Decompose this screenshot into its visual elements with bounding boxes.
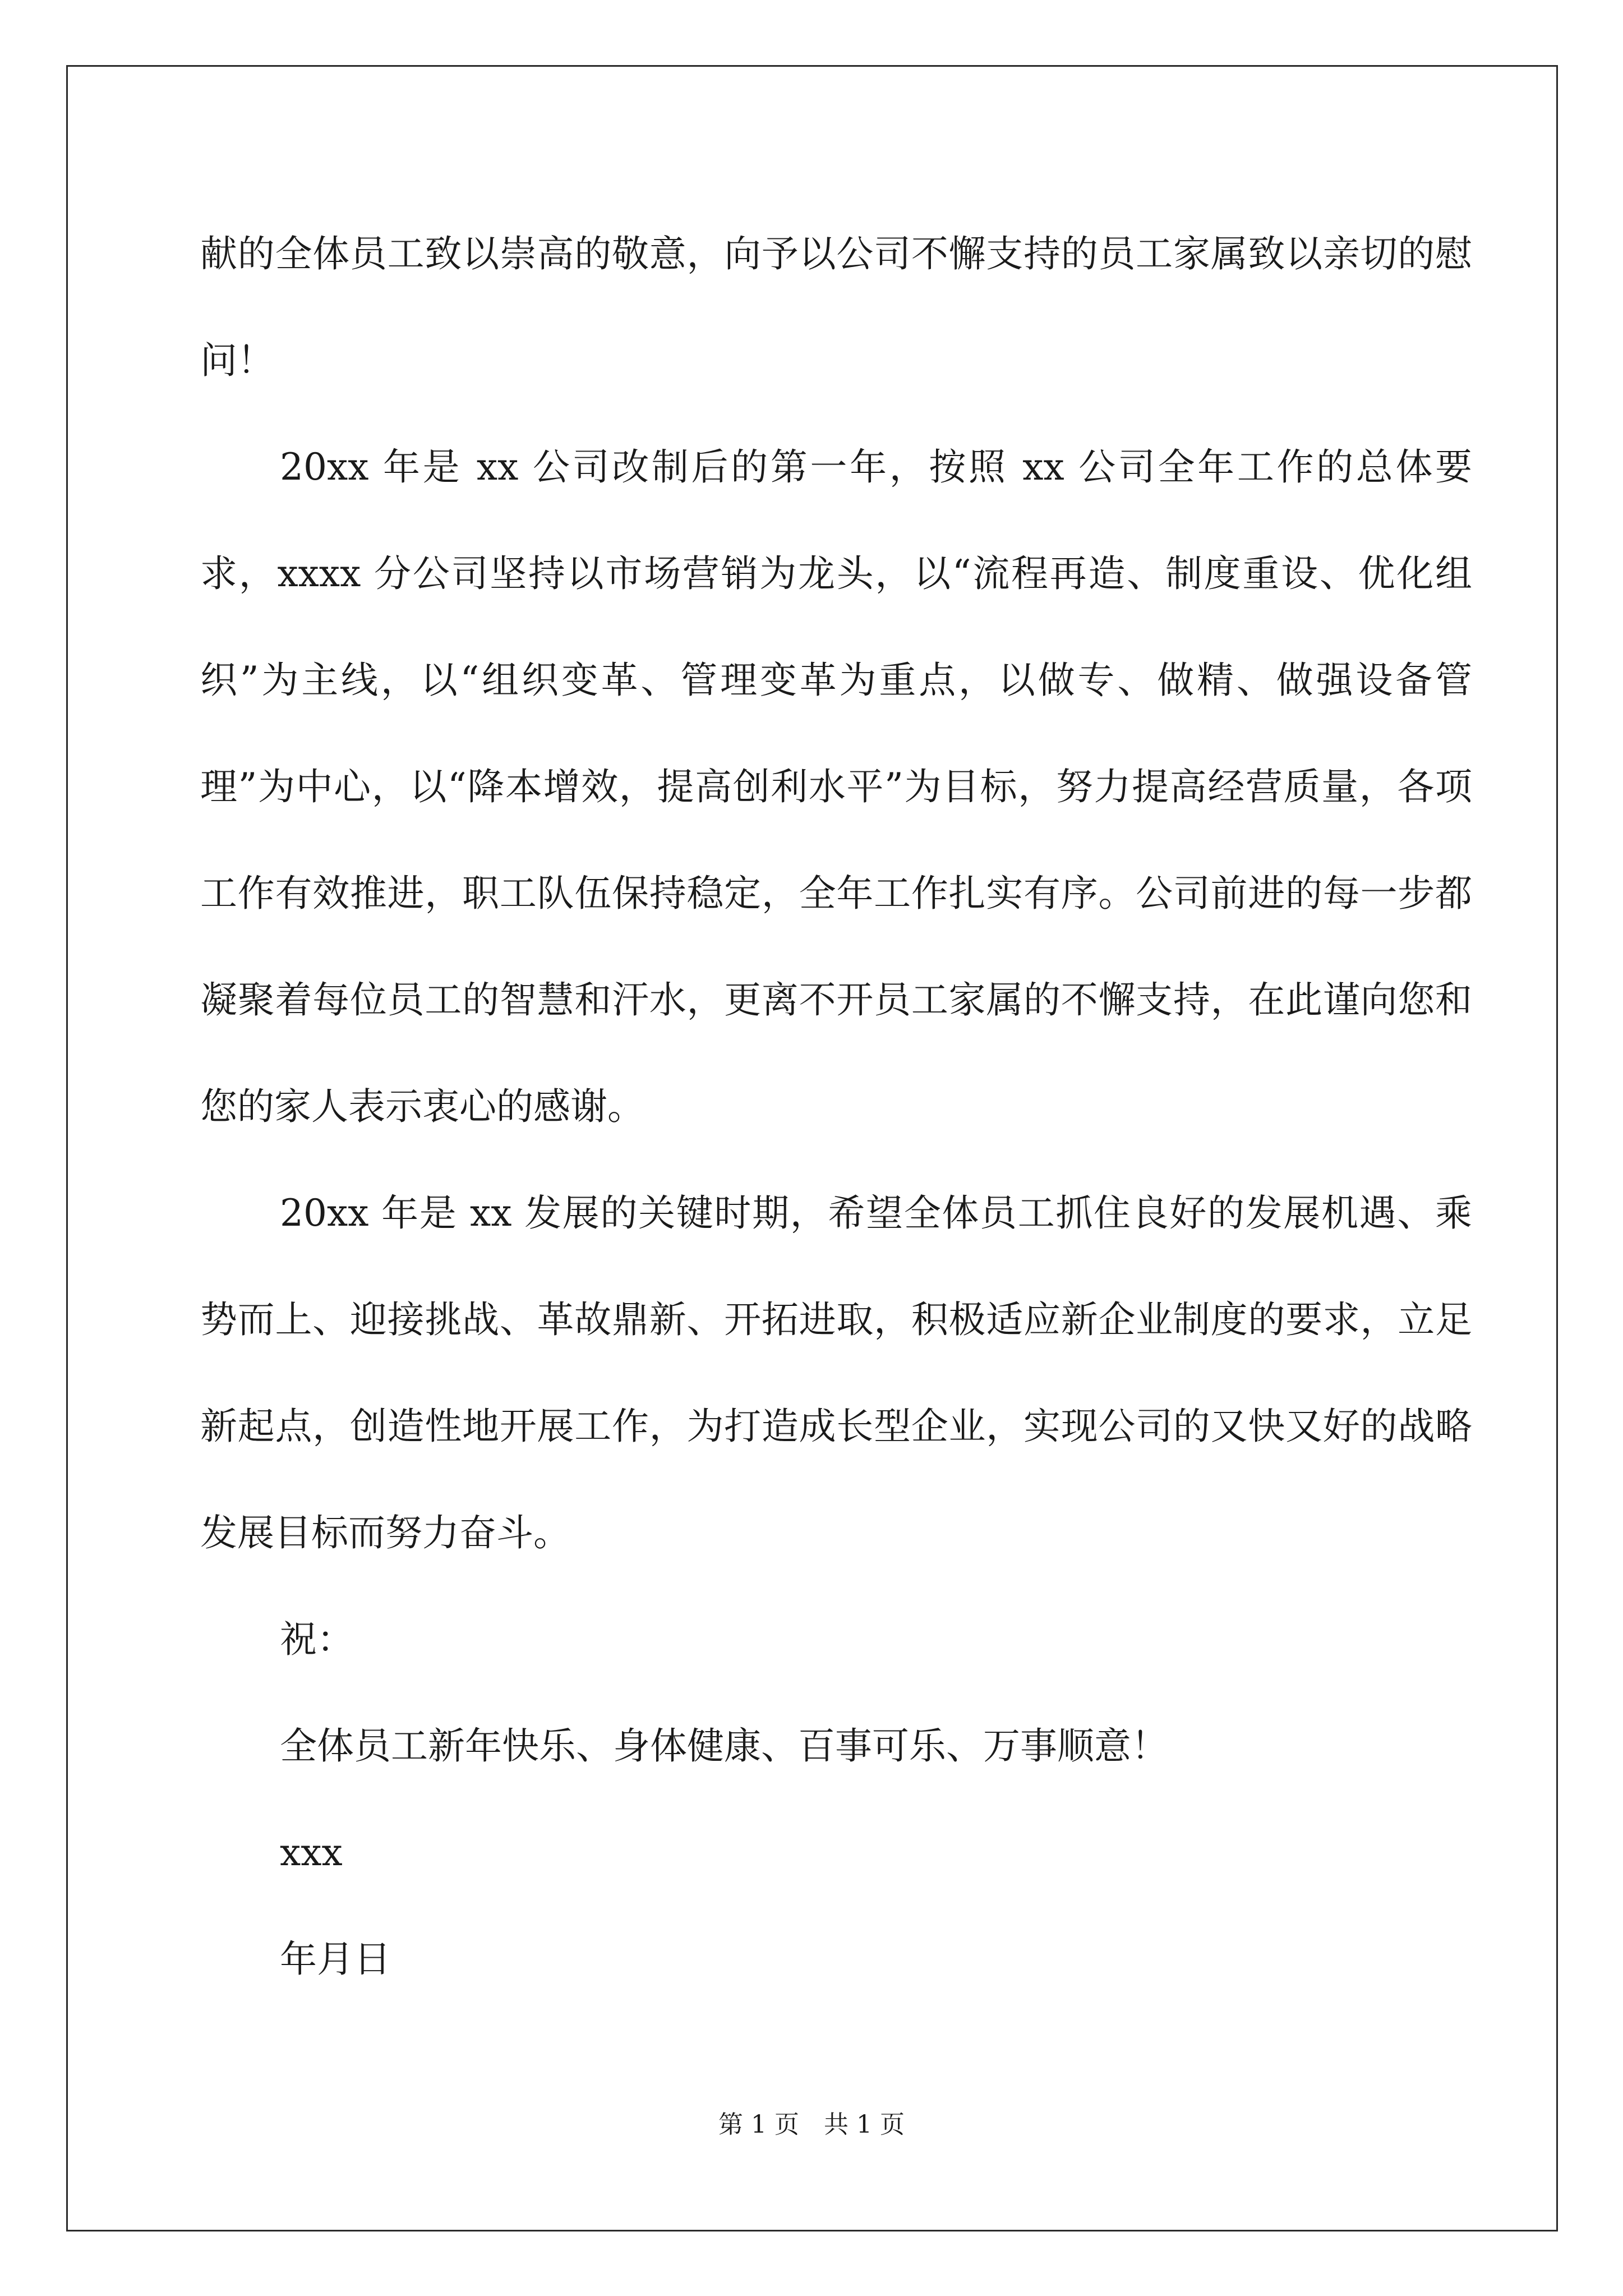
signature: xxx [280, 1831, 343, 1874]
date-line: 年月日 [280, 1938, 391, 1981]
closing-salutation: 祝： [280, 1618, 354, 1661]
document-body [200, 201, 1472, 2013]
paragraph-review: 20xx 年是 xx 公司改制后的第一年，按照 xx 公司全年工作的总体要求，xxxx 分公司坚持以市场营销为龙头，以“流程再造、制度重设、优化组织”为主线，以“组织变革、管理变革为重点，以做专、做精、做强设备管理”为中心，以“降本增效，提高创利水平”为目标，努力提高经营质量，各项工作有效推进，职工队伍保持稳定，全年工作扎实有序。公司前进的每一步都凝聚着每位员工的智慧和汗水，更离不开员工家属的不懈支持，在此谨向您和您的家人表示衷心的感谢。 [200, 445, 1472, 1128]
new-year-wish: 全体员工新年快乐、身体健康、百事可乐、万事顺意！ [280, 1724, 1168, 1768]
paragraph-outlook: 20xx 年是 xx 发展的关键时期，希望全体员工抓住良好的发展机遇、乘势而上、迎接挑战、革故鼎新、开拓进取，积极适应新企业制度的要求，立足新起点，创造性地开展工作，为打造成长型企业，实现公司的又快又好的战略发展目标而努力奋斗。 [200, 1191, 1472, 1554]
paragraph-continuation: 献的全体员工致以崇高的敬意，向予以公司不懈支持的员工家属致以亲切的慰问！ [200, 232, 1472, 382]
page-footer: 第 1 页 共 1 页 [718, 2110, 905, 2139]
